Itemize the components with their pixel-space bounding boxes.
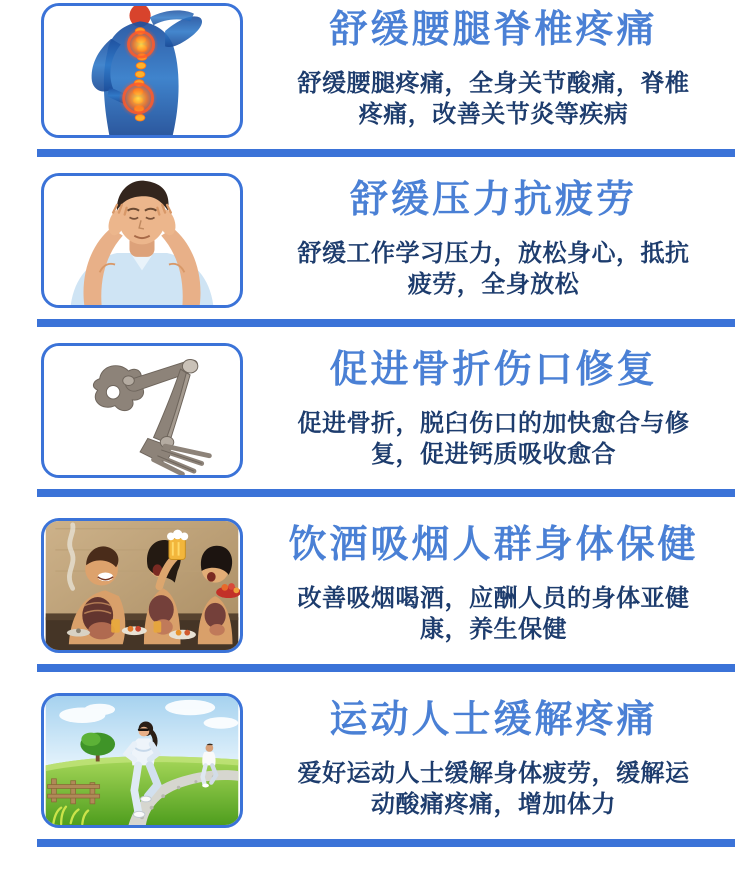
benefit-title: 运动人士缓解疼痛 [329, 696, 658, 741]
jogging-scene-graphic [44, 696, 240, 825]
section-divider [37, 319, 735, 327]
description-line: 改善吸烟喝酒，应酬人员的身体亚健 [297, 582, 690, 612]
benefit-section-spine-pain [0, 0, 750, 157]
benefit-title: 促进骨折伤口修复 [329, 346, 658, 391]
skeleton-leg-image [41, 343, 243, 478]
description-line: 复，促进钙质吸收愈合 [371, 438, 616, 468]
section-divider [37, 664, 735, 672]
stressed-man-image [41, 173, 243, 308]
joggers-outdoor-image [41, 693, 243, 828]
benefit-text-block [243, 3, 750, 129]
description-line: 康，养生保健 [420, 613, 567, 643]
drinking-smoking-image [41, 518, 243, 653]
description-line: 疼痛，改善关节炎等疾病 [358, 98, 629, 128]
benefit-section-stress-relief [0, 170, 750, 327]
section-divider [37, 839, 735, 847]
benefit-description [255, 407, 732, 469]
benefit-title: 饮酒吸烟人群身体保健 [288, 521, 699, 566]
description-line: 舒缓工作学习压力，放松身心，抵抗 [297, 237, 690, 267]
section-divider [37, 489, 735, 497]
benefit-section-fracture-repair [0, 340, 750, 497]
benefit-text-block [243, 343, 750, 469]
benefit-text-block [243, 518, 750, 644]
skeleton-leg-graphic [44, 346, 240, 475]
benefit-description [255, 67, 732, 129]
benefit-text-block [243, 173, 750, 299]
benefit-description [255, 237, 732, 299]
section-divider [37, 149, 735, 157]
description-line: 爱好运动人士缓解身体疲劳，缓解运 [297, 757, 690, 787]
description-line: 舒缓腰腿疼痛，全身关节酸痛，脊椎 [297, 67, 690, 97]
drinking-party-graphic [44, 521, 240, 650]
spine-xray-graphic [44, 6, 240, 135]
benefit-title: 舒缓腰腿脊椎疼痛 [329, 6, 658, 51]
spine-back-pain-image [41, 3, 243, 138]
benefit-description [255, 757, 732, 819]
stressed-man-graphic [44, 176, 240, 305]
benefit-text-block [243, 693, 750, 819]
description-line: 促进骨折，脱臼伤口的加快愈合与修 [297, 407, 690, 437]
benefit-description [255, 582, 732, 644]
description-line: 疲劳，全身放松 [407, 268, 580, 298]
benefit-title: 舒缓压力抗疲劳 [349, 176, 637, 221]
benefit-section-sports-relief [0, 685, 750, 847]
description-line: 动酸痛疼痛，增加体力 [371, 788, 616, 818]
benefit-section-drinking-smoking [0, 510, 750, 672]
